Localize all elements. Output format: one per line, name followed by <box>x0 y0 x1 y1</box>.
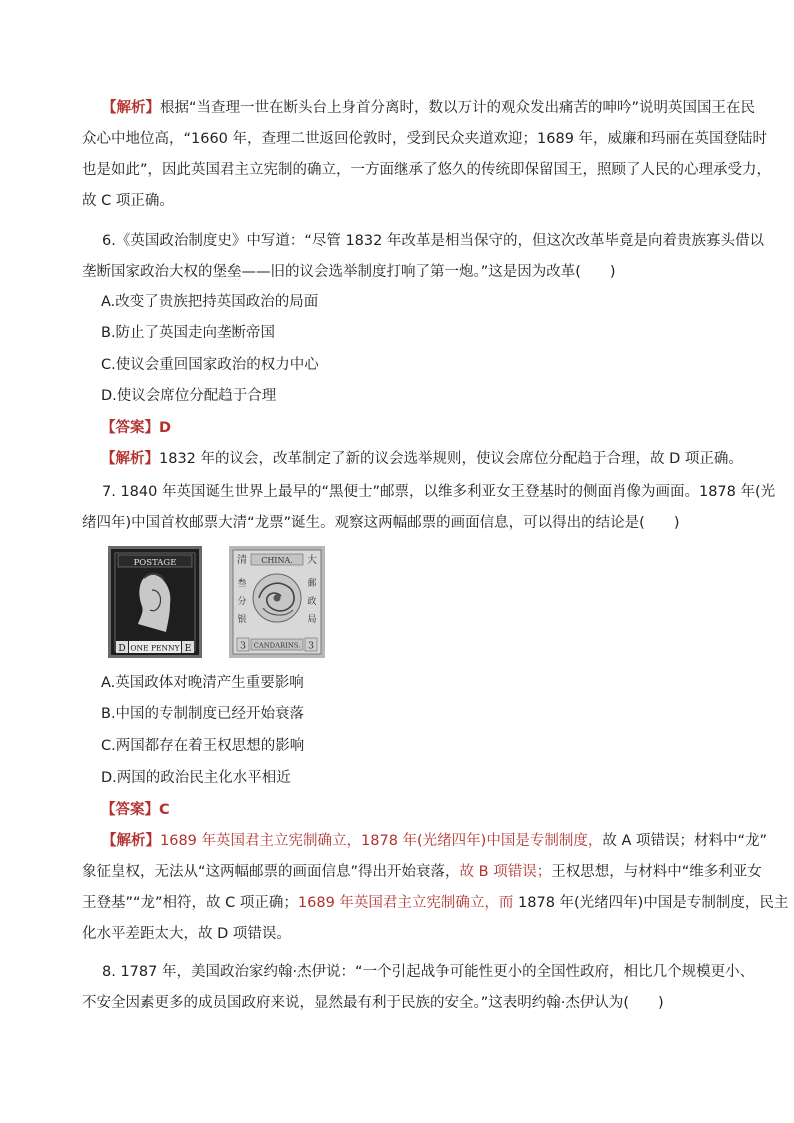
answer-tag: 【答案】 <box>101 420 159 436</box>
q7-answer <box>101 795 170 826</box>
q7-analysis: 【解析】1689 年英国君主立宪制确立，1878 年(光绪四年)中国是专制制度，故 A 项错误；材料中“龙” 象征皇权，无法从“这两幅邮票的画面信息”得出开始衰落，故 B 项错误；王权思想，与材料中“维多利亚女 王登基”“龙”相符，故 C 项正确；1689 年英国君主立宪制确立，而 1878 年(光绪四年)中国是专制制度，民主 化水平差距太大，故 D 项错误。 <box>82 826 722 950</box>
q7-stem <box>82 477 776 539</box>
stamp-char: 叁 <box>237 579 247 589</box>
stamp-postage-text: POSTAGE <box>133 558 177 568</box>
q6-option-a: A.改变了贵族把持英国政治的局面 <box>101 294 319 310</box>
q7-option-b: B.中国的专制制度已经开始衰落 <box>101 706 305 722</box>
question-stem-line: 6.《英国政治制度史》中写道：“尽管 1832 年改革是相当保守的，但这次改革毕竟是向着贵族寡头借以 <box>102 233 764 249</box>
stamp-char: 清 <box>237 555 247 566</box>
q6-option-d: D.使议会席位分配趋于合理 <box>101 388 277 404</box>
q7-option-c: C.两国都存在着王权思想的影响 <box>101 738 305 754</box>
analysis-text: 故 C 项正确。 <box>82 193 174 209</box>
stamp-char: 分 <box>237 597 247 607</box>
stamp-char: 局 <box>307 615 317 625</box>
question-stem-line: 7. 1840 年英国诞生世界上最早的“黑便士”邮票，以维多利亚女王登基时的侧面肖像为画面。1878 年(光 <box>102 484 776 500</box>
analysis-text: 1832 年的议会，改革制定了新的议会选举规则，使议会席位分配趋于合理，故 D 项正确。 <box>159 451 743 467</box>
answer-value: C <box>159 802 170 818</box>
q6-analysis <box>101 444 743 475</box>
question-stem-line: 绪四年)中国首枚邮票大清“龙票”诞生。观察这两幅邮票的画面信息，可以得出的结论是( ) <box>82 515 680 531</box>
stamp-corner-letter-left: D <box>118 644 126 654</box>
q8-stem <box>82 957 755 1019</box>
stamp-corner-letter-right: E <box>184 644 192 654</box>
analysis-text: 根据“当查理一世在断头台上身首分离时，数以万计的观众发出痛苦的呻吟”说明英国国王在民 <box>160 100 756 116</box>
analysis-tag: 【解析】 <box>101 451 159 467</box>
stamp-candarins-text: CANDARINS. <box>253 641 301 650</box>
answer-value: D <box>159 420 172 436</box>
q7-option-d: D.两国的政治民主化水平相近 <box>101 770 291 786</box>
stamp-number: 3 <box>239 640 247 652</box>
stamp-china-text: CHINA. <box>261 556 293 565</box>
q6-answer <box>101 413 171 444</box>
stamp-one-penny-text: ONE PENNY <box>130 643 180 653</box>
q7-option-a: A.英国政体对晚清产生重要影响 <box>101 675 304 691</box>
stamp-char: 银 <box>237 615 247 625</box>
analysis-text: 众心中地位高，“1660 年，查理二世返回伦敦时，受到民众夹道欢迎；1689 年，威廉和玛丽在英国登陆时 <box>82 131 768 147</box>
analysis-tag: 【解析】 <box>102 100 160 116</box>
penny-black-stamp-image <box>108 546 202 658</box>
q5-analysis <box>82 93 772 217</box>
q6-option-b: B.防止了英国走向垄断帝国 <box>101 325 276 341</box>
question-stem-line: 不安全因素更多的成员国政府来说，显然最有利于民族的安全。”这表明约翰·杰伊认为( ) <box>82 995 664 1011</box>
stamp-number: 3 <box>307 640 315 652</box>
stamp-char: 政 <box>307 597 317 607</box>
analysis-text: 化水平差距太大，故 D 项错误。 <box>82 926 291 942</box>
stamp-char: 大 <box>307 555 317 566</box>
question-stem-line: 垄断国家政治大权的堡垒——旧的议会选举制度打响了第一炮。”这是因为改革( ) <box>82 264 616 280</box>
q6-stem <box>82 226 764 288</box>
analysis-text: 也是如此”，因此英国君主立宪制的确立，一方面继承了悠久的传统即保留国王，照顾了人民的心理承受力， <box>82 162 772 178</box>
large-dragon-stamp-image <box>229 546 325 658</box>
question-stem-line: 8. 1787 年，美国政治家约翰·杰伊说：“一个引起战争可能性更小的全国性政府，相比几个规模更小、 <box>102 964 755 980</box>
analysis-tag: 【解析】 <box>102 833 160 849</box>
answer-tag: 【答案】 <box>101 802 159 818</box>
q6-option-c: C.使议会重回国家政治的权力中心 <box>101 357 319 373</box>
stamp-char: 郵 <box>307 579 317 589</box>
